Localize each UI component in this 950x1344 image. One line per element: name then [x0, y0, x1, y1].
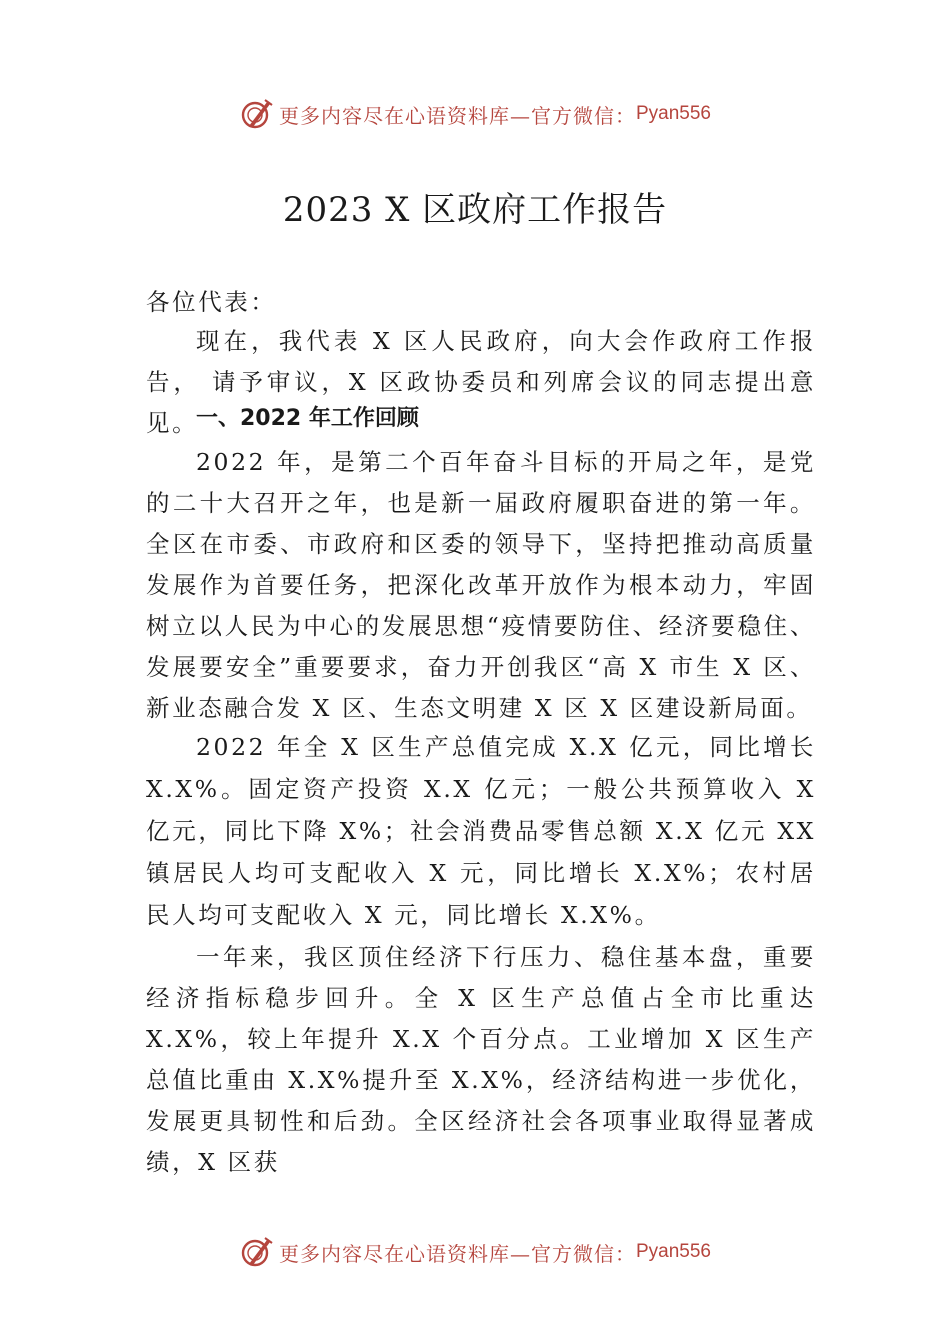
brush-logo-icon	[239, 1234, 275, 1270]
paragraph-achievements: 一年来，我区顶住经济下行压力、稳住基本盘，重要经济指标稳步回升。全 X 区生产总值占全市比重达 X.X%，较上年提升 X.X 个百分点。工业增加 X 区生产总值比重由 X.X%提升至 X.X%，经济结构进一步优化，发展更具韧性和后劲。全区经济社会各项事业取得显著成绩，X 区获	[146, 943, 816, 1176]
banner-wechat-id: Pyan556	[635, 1241, 711, 1262]
banner-wechat-id: Pyan556	[635, 103, 711, 124]
salutation: 各位代表：	[146, 288, 277, 316]
document-title: 2023 X 区政府工作报告	[282, 190, 668, 230]
brush-logo-icon	[239, 96, 275, 132]
section-heading: 一、2022 年工作回顾	[196, 406, 419, 431]
banner-text: 更多内容尽在心语资料库—官方微信：	[278, 103, 636, 128]
footer-banner	[0, 1232, 950, 1272]
paragraph-statistics: 2022 年全 X 区生产总值完成 X.X 亿元，同比增长 X.X%。固定资产投资 X.X 亿元；一般公共预算收入 X 亿元，同比下降 X%；社会消费品零售总额 X.X 亿元 XX 镇居民人均可支配收入 X 元，同比增长 X.X%；农村居民人均可支配收入 X 元，同比增长 X.X%。	[146, 733, 816, 929]
header-banner	[0, 94, 950, 134]
paragraph-intro: 现在，我代表 X 区人民政府，向大会作政府工作报告， 请予审议，X 区政协委员和列席会议的同志提出意见。	[146, 327, 816, 437]
paragraph-overview: 2022 年，是第二个百年奋斗目标的开局之年，是党的二十大召开之年，也是新一届政府履职奋进的第一年。全区在市委、市政府和区委的领导下，坚持把推动高质量发展作为首要任务，把深化改革开放作为根本动力，牢固树立以人民为中心的发展思想“疫情要防住、经济要稳住、发展要安全”重要要求，奋力开创我区“高 X 市生 X 区、新业态融合发 X 区、生态文明建 X 区 X 区建设新局面。	[146, 448, 816, 722]
banner-text: 更多内容尽在心语资料库—官方微信：	[278, 1241, 636, 1266]
